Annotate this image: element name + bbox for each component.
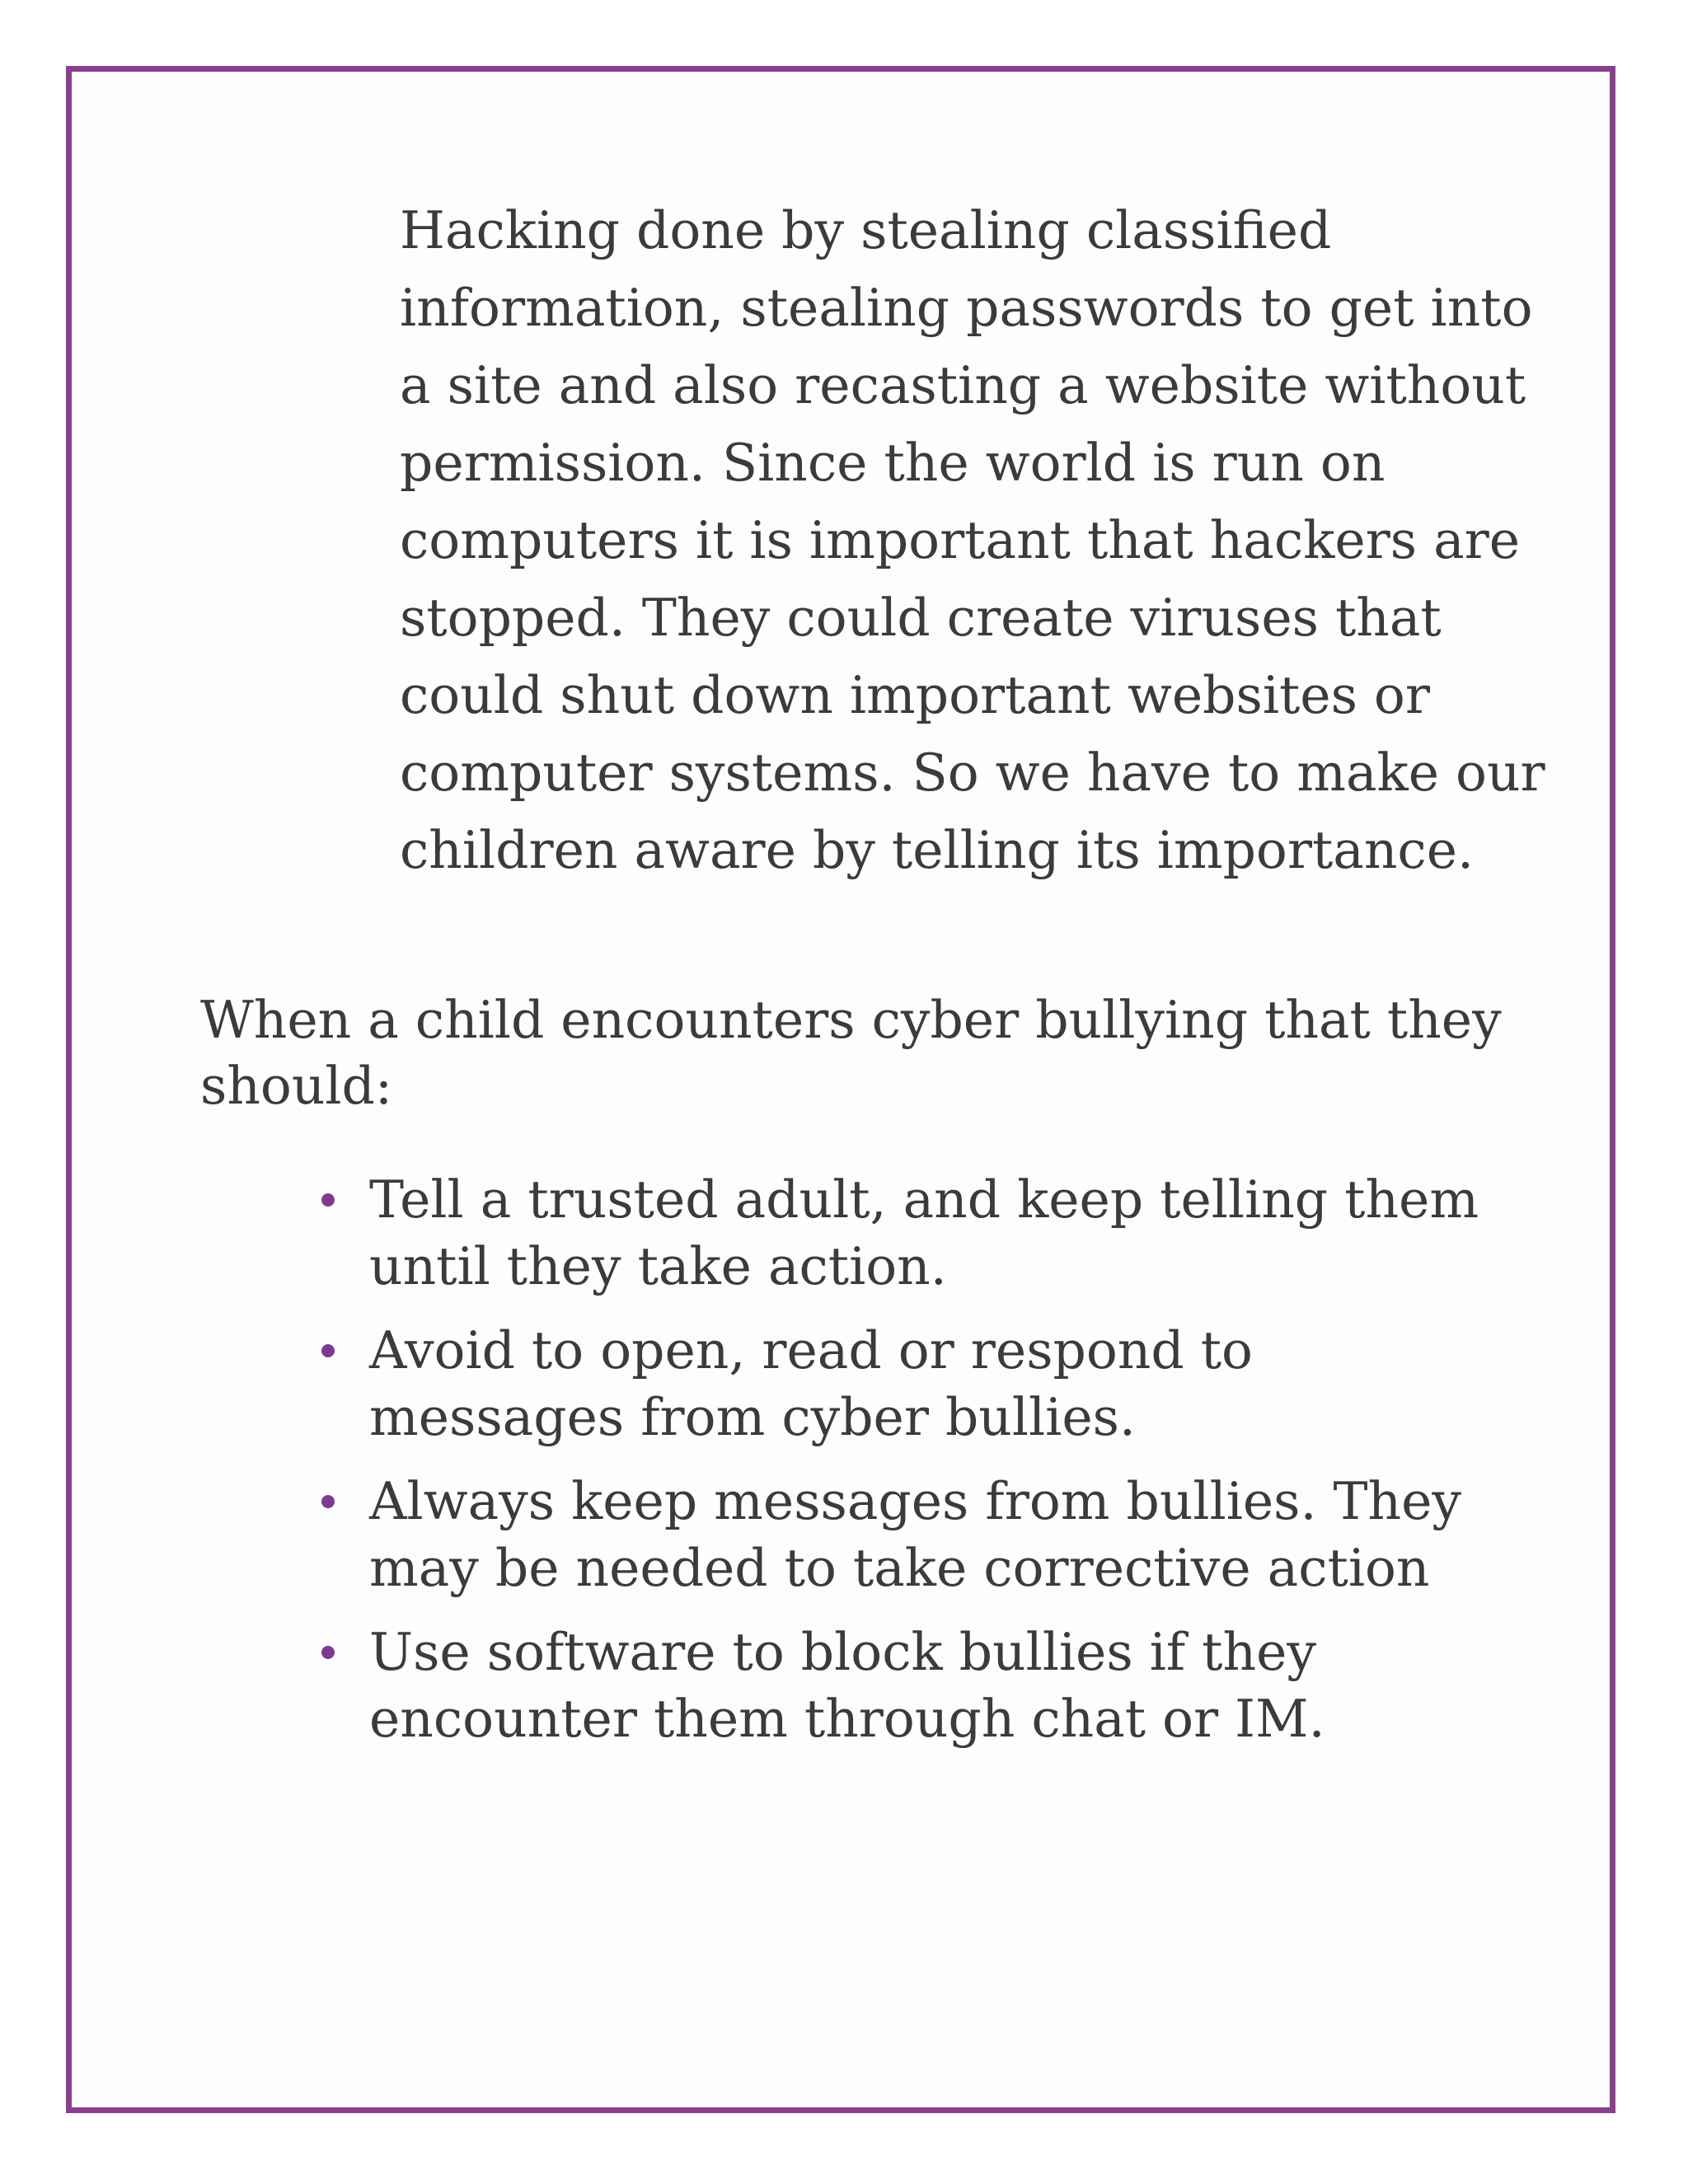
bullet-dot-icon xyxy=(321,1344,335,1357)
tip-text: Use software to block bullies if they encounter them through chat or IM. xyxy=(369,1622,1325,1749)
cyber-bullying-lead-in: When a child encounters cyber bullying that they should: xyxy=(200,990,1502,1116)
tip-list-item xyxy=(317,1317,1512,1451)
hacking-intro-paragraph: Hacking done by stealing classified information, stealing passwords to get into a site and also recasting a website without permission. Since the world is run on computers it is important that hackers are stopped. They could create viruses that could shut down important websites or computer systems. So we have to make our children aware by telling its importance. xyxy=(400,200,1545,880)
tip-text: Always keep messages from bullies. They may be needed to take corrective action xyxy=(369,1471,1461,1598)
bullet-dot-icon xyxy=(321,1193,335,1207)
tip-list-item xyxy=(317,1619,1512,1752)
tip-text: Tell a trusted adult, and keep telling them until they take action. xyxy=(369,1169,1479,1296)
tip-list-item xyxy=(317,1166,1512,1300)
tip-text: Avoid to open, read or respond to messages from cyber bullies. xyxy=(369,1320,1253,1447)
bullet-dot-icon xyxy=(321,1646,335,1659)
cyber-bullying-tips-list xyxy=(317,1166,1512,1769)
tip-list-item xyxy=(317,1468,1512,1601)
bullet-dot-icon xyxy=(321,1495,335,1508)
